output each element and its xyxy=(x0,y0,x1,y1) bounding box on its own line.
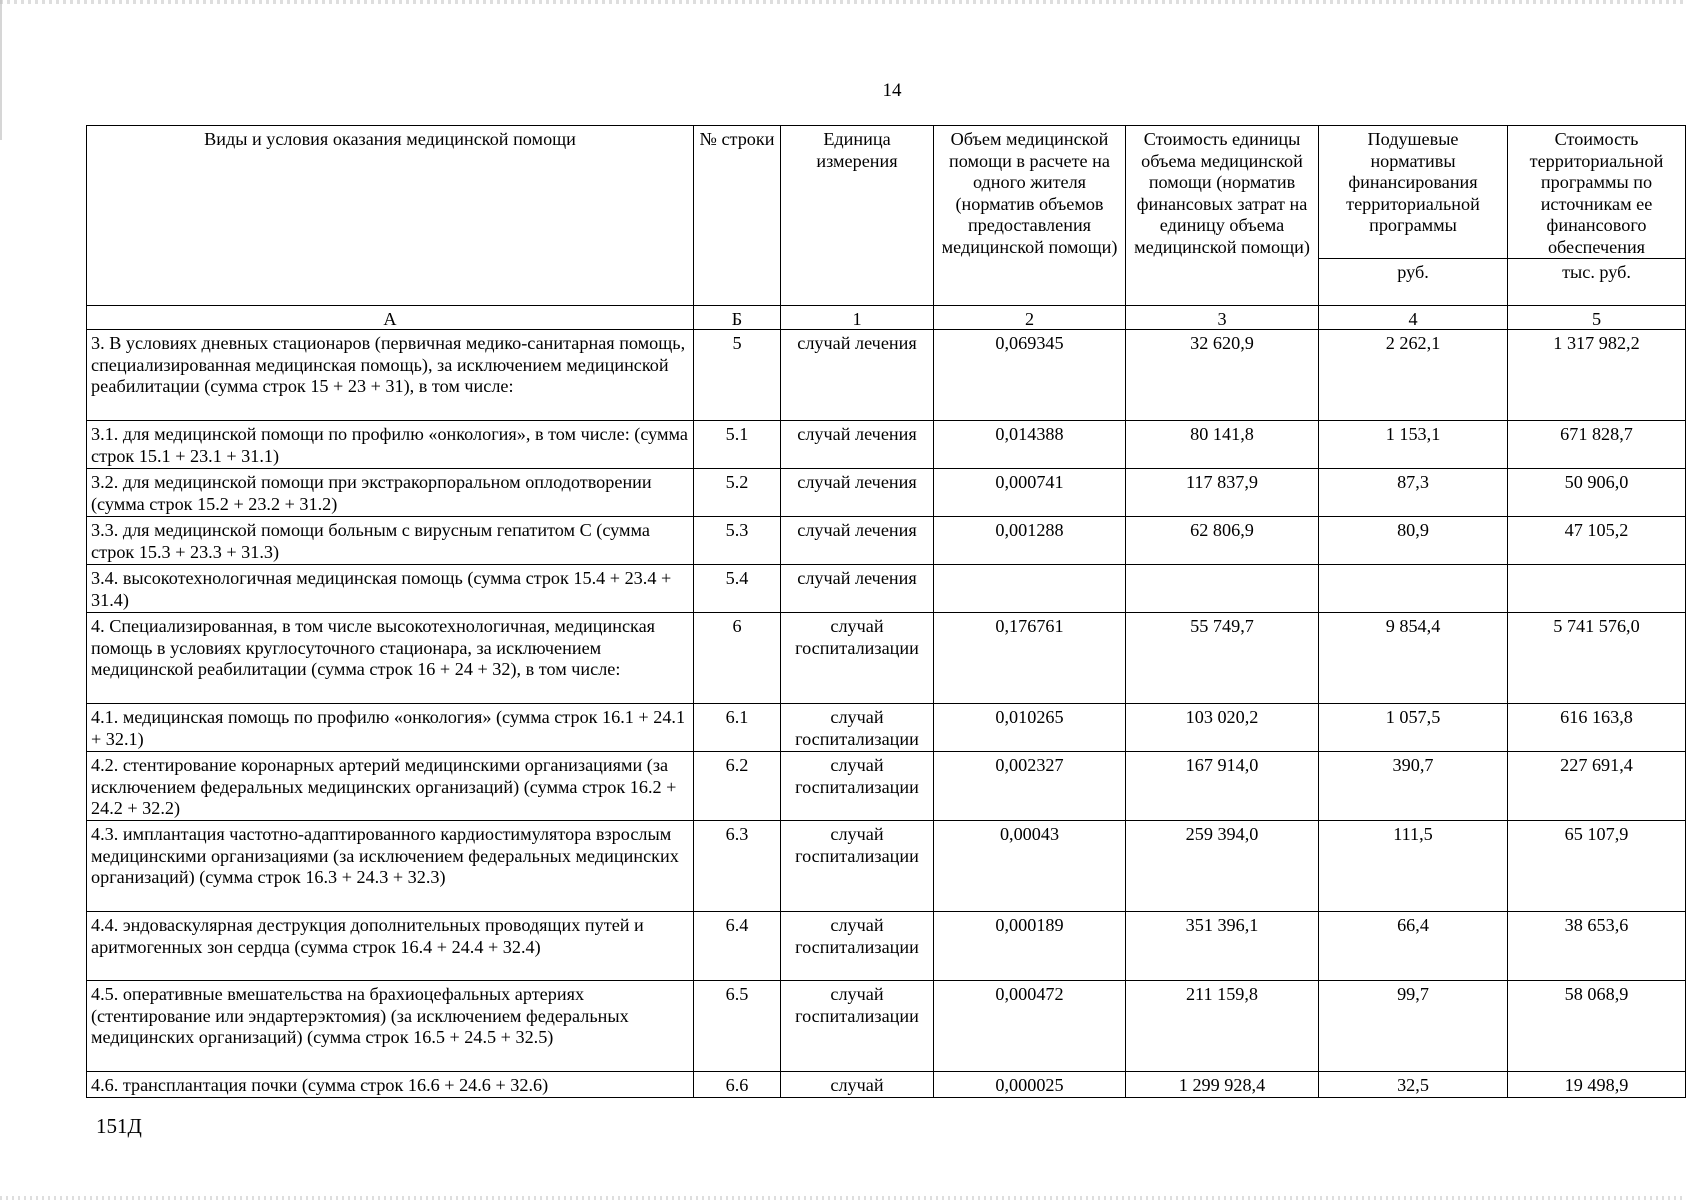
row-per-capita: 111,5 xyxy=(1319,821,1508,912)
row-per-capita: 80,9 xyxy=(1319,517,1508,565)
row-unit-cost: 351 396,1 xyxy=(1126,912,1319,981)
column-index: 4 xyxy=(1319,306,1508,330)
row-unit-cost: 259 394,0 xyxy=(1126,821,1319,912)
row-volume: 0,176761 xyxy=(934,613,1126,704)
row-volume: 0,00043 xyxy=(934,821,1126,912)
row-total: 58 068,9 xyxy=(1508,981,1686,1072)
row-description: 3.2. для медицинской помощи при экстракорпоральном оплодотворении (сумма строк 15.2 + 23.2 + 31.2) xyxy=(87,469,694,517)
row-unit: случай госпитализации xyxy=(781,704,934,752)
row-total: 47 105,2 xyxy=(1508,517,1686,565)
row-description: 4. Специализированная, в том числе высокотехнологичная, медицинская помощь в условиях круглосуточного стационара, за исключением медицинской реабилитации (сумма строк 16 + 24 + 32), в том числе: xyxy=(87,613,694,704)
document-code: 151Д xyxy=(96,1114,142,1138)
header-row xyxy=(87,126,1686,259)
header-col-2: Объем медицинской помощи в расчете на одного жителя (норматив объемов предоставления медицинской помощи) xyxy=(934,126,1126,306)
row-description: 4.6. трансплантация почки (сумма строк 16.6 + 24.6 + 32.6) xyxy=(87,1072,694,1098)
row-total: 5 741 576,0 xyxy=(1508,613,1686,704)
row-volume: 0,000741 xyxy=(934,469,1126,517)
table-row xyxy=(87,421,1686,469)
row-volume: 0,000025 xyxy=(934,1072,1126,1098)
header-unit-4: руб. xyxy=(1319,259,1508,306)
row-unit: случай лечения xyxy=(781,421,934,469)
column-index: 1 xyxy=(781,306,934,330)
row-unit-cost: 117 837,9 xyxy=(1126,469,1319,517)
row-per-capita: 1 057,5 xyxy=(1319,704,1508,752)
row-number: 5.3 xyxy=(694,517,781,565)
row-number: 6.4 xyxy=(694,912,781,981)
row-number: 5 xyxy=(694,330,781,421)
row-description: 3.1. для медицинской помощи по профилю «онкология», в том числе: (сумма строк 15.1 + 23.1 + 31.1) xyxy=(87,421,694,469)
table-row xyxy=(87,330,1686,421)
row-description: 4.2. стентирование коронарных артерий медицинскими организациями (за исключением федеральных медицинских организаций) (сумма строк 16.2 + 24.2 + 32.2) xyxy=(87,752,694,821)
table-row xyxy=(87,565,1686,613)
row-number: 5.4 xyxy=(694,565,781,613)
row-number: 6.3 xyxy=(694,821,781,912)
row-description: 4.3. имплантация частотно-адаптированного кардиостимулятора взрослым медицинскими организациями (за исключением федеральных медицинских организаций) (сумма строк 16.3 + 24.3 + 32.3) xyxy=(87,821,694,912)
row-number: 5.2 xyxy=(694,469,781,517)
header-col-b: № строки xyxy=(694,126,781,306)
header-col-a: Виды и условия оказания медицинской помощи xyxy=(87,126,694,306)
financing-table xyxy=(86,125,1686,1098)
table-row xyxy=(87,613,1686,704)
column-index: Б xyxy=(694,306,781,330)
row-volume: 0,010265 xyxy=(934,704,1126,752)
table-row xyxy=(87,912,1686,981)
row-number: 6.5 xyxy=(694,981,781,1072)
row-total: 50 906,0 xyxy=(1508,469,1686,517)
column-index: 5 xyxy=(1508,306,1686,330)
column-index: А xyxy=(87,306,694,330)
row-per-capita: 390,7 xyxy=(1319,752,1508,821)
header-col-4: Подушевые нормативы финансирования территориальной программы xyxy=(1319,126,1508,259)
row-number: 6.2 xyxy=(694,752,781,821)
row-unit-cost: 32 620,9 xyxy=(1126,330,1319,421)
row-per-capita: 99,7 xyxy=(1319,981,1508,1072)
row-total: 19 498,9 xyxy=(1508,1072,1686,1098)
row-unit: случай госпитализации xyxy=(781,752,934,821)
row-volume: 0,014388 xyxy=(934,421,1126,469)
row-unit-cost: 1 299 928,4 xyxy=(1126,1072,1319,1098)
row-total: 65 107,9 xyxy=(1508,821,1686,912)
row-description: 3.3. для медицинской помощи больным с вирусным гепатитом С (сумма строк 15.3 + 23.3 + 31.3) xyxy=(87,517,694,565)
row-total: 1 317 982,2 xyxy=(1508,330,1686,421)
row-unit-cost: 62 806,9 xyxy=(1126,517,1319,565)
row-total: 671 828,7 xyxy=(1508,421,1686,469)
row-per-capita: 66,4 xyxy=(1319,912,1508,981)
row-description: 4.4. эндоваскулярная деструкция дополнительных проводящих путей и аритмогенных зон сердца (сумма строк 16.4 + 24.4 + 32.4) xyxy=(87,912,694,981)
row-unit: случай госпитализации xyxy=(781,912,934,981)
table-row xyxy=(87,704,1686,752)
column-index-row xyxy=(87,306,1686,330)
row-total: 38 653,6 xyxy=(1508,912,1686,981)
table-row xyxy=(87,981,1686,1072)
table-row xyxy=(87,469,1686,517)
scan-edge-left xyxy=(0,0,2,140)
column-index: 2 xyxy=(934,306,1126,330)
row-volume: 0,000472 xyxy=(934,981,1126,1072)
row-volume: 0,000189 xyxy=(934,912,1126,981)
row-unit: случай госпитализации xyxy=(781,613,934,704)
row-unit: случай лечения xyxy=(781,330,934,421)
row-description: 4.5. оперативные вмешательства на брахиоцефальных артериях (стентирование или эндартерэктомия) (за исключением федеральных медицинских организаций) (сумма строк 16.5 + 24.5 + 32.5) xyxy=(87,981,694,1072)
row-total xyxy=(1508,565,1686,613)
row-unit-cost: 80 141,8 xyxy=(1126,421,1319,469)
row-number: 5.1 xyxy=(694,421,781,469)
row-total: 616 163,8 xyxy=(1508,704,1686,752)
row-number: 6.6 xyxy=(694,1072,781,1098)
table-row xyxy=(87,517,1686,565)
row-per-capita: 9 854,4 xyxy=(1319,613,1508,704)
row-unit: случай лечения xyxy=(781,565,934,613)
table-row xyxy=(87,821,1686,912)
row-volume: 0,069345 xyxy=(934,330,1126,421)
row-number: 6 xyxy=(694,613,781,704)
row-unit-cost: 167 914,0 xyxy=(1126,752,1319,821)
row-unit: случай госпитализации xyxy=(781,981,934,1072)
row-unit: случай xyxy=(781,1072,934,1098)
row-volume: 0,002327 xyxy=(934,752,1126,821)
header-unit-5: тыс. руб. xyxy=(1508,259,1686,306)
row-per-capita xyxy=(1319,565,1508,613)
row-description: 3.4. высокотехнологичная медицинская помощь (сумма строк 15.4 + 23.4 + 31.4) xyxy=(87,565,694,613)
row-unit-cost: 211 159,8 xyxy=(1126,981,1319,1072)
row-per-capita: 2 262,1 xyxy=(1319,330,1508,421)
row-unit: случай лечения xyxy=(781,517,934,565)
row-unit: случай госпитализации xyxy=(781,821,934,912)
header-col-1: Единица измерения xyxy=(781,126,934,306)
header-col-5: Стоимость территориальной программы по источникам ее финансового обеспечения xyxy=(1508,126,1686,259)
row-unit-cost: 103 020,2 xyxy=(1126,704,1319,752)
row-description: 3. В условиях дневных стационаров (первичная медико-санитарная помощь, специализированная медицинская помощь), за исключением медицинской реабилитации (сумма строк 15 + 23 + 31), в том числе: xyxy=(87,330,694,421)
header-col-3: Стоимость единицы объема медицинской помощи (норматив финансовых затрат на единицу объема медицинской помощи) xyxy=(1126,126,1319,306)
scan-edge-bottom xyxy=(0,1196,1686,1200)
row-unit-cost: 55 749,7 xyxy=(1126,613,1319,704)
row-total: 227 691,4 xyxy=(1508,752,1686,821)
row-per-capita: 1 153,1 xyxy=(1319,421,1508,469)
row-description: 4.1. медицинская помощь по профилю «онкология» (сумма строк 16.1 + 24.1 + 32.1) xyxy=(87,704,694,752)
table-row xyxy=(87,752,1686,821)
row-volume: 0,001288 xyxy=(934,517,1126,565)
row-unit: случай лечения xyxy=(781,469,934,517)
row-number: 6.1 xyxy=(694,704,781,752)
row-per-capita: 32,5 xyxy=(1319,1072,1508,1098)
row-per-capita: 87,3 xyxy=(1319,469,1508,517)
row-volume xyxy=(934,565,1126,613)
column-index: 3 xyxy=(1126,306,1319,330)
row-unit-cost xyxy=(1126,565,1319,613)
scan-edge-top xyxy=(0,0,1686,4)
page-number: 14 xyxy=(882,80,902,101)
table-row xyxy=(87,1072,1686,1098)
